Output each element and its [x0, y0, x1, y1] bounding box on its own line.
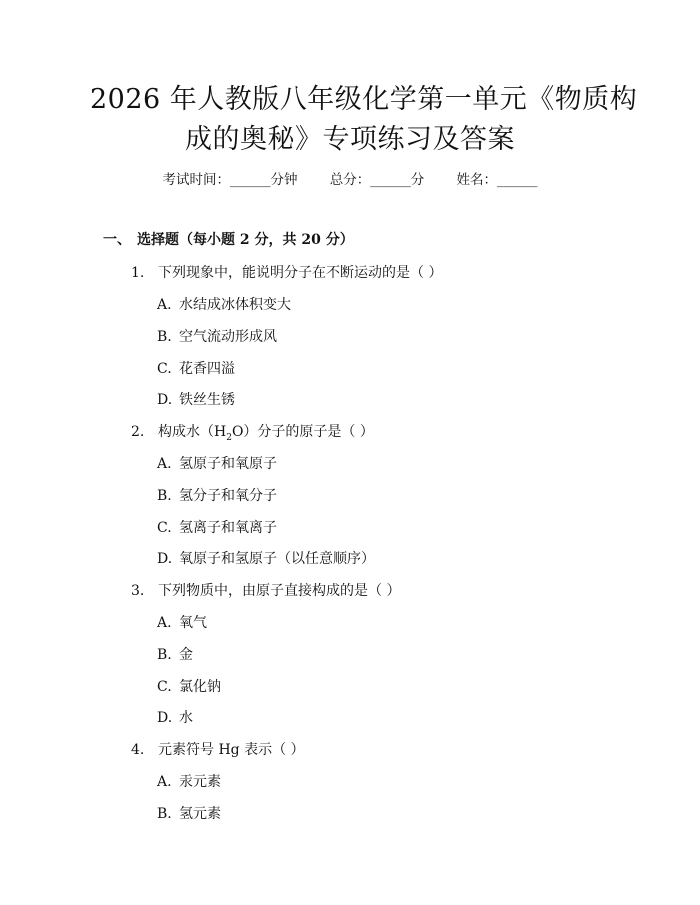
question-1-option-a: A. 水结成冰体积变大 [157, 297, 291, 313]
question-1: 1. 下列现象中，能说明分子在不断运动的是（ ） [131, 265, 443, 281]
title-line-2: 成的奥秘》专项练习及答案 [185, 124, 515, 155]
document-title [90, 80, 638, 160]
question-2-option-d: D. 氧原子和氢原子（以任意顺序） [157, 551, 375, 567]
question-3-option-b: B. 金 [157, 647, 193, 663]
question-3: 3. 下列物质中，由原子直接构成的是（ ） [131, 583, 401, 599]
title-line-1: 2026 年人教版八年级化学第一单元《物质构 [90, 84, 638, 115]
section-title: 选择题（每小题 2 分，共 20 分） [137, 232, 354, 248]
question-4-option-a: A. 汞元素 [157, 774, 221, 790]
section-number: 一、 [103, 232, 131, 248]
question-1-option-b: B. 空气流动形成风 [157, 329, 277, 345]
question-4: 4. 元素符号 Hg 表示（ ） [131, 742, 305, 758]
name-field: 姓名：______ [456, 172, 538, 188]
question-3-option-d: D. 水 [157, 710, 193, 726]
subscript-2: 2 [226, 432, 232, 443]
question-2-option-b: B. 氢分子和氧分子 [157, 488, 277, 504]
question-3-option-c: C. 氯化钠 [157, 679, 221, 695]
question-1-option-c: C. 花香四溢 [157, 361, 235, 377]
exam-time-field: 考试时间：______分钟 [162, 172, 298, 188]
question-2: 2. 构成水$(H_2O)$分子的原子是（ ） [131, 424, 374, 443]
question-1-option-d: D. 铁丝生锈 [157, 392, 235, 408]
question-2-option-c: C. 氢离子和氧离子 [157, 520, 277, 536]
question-2-option-a: A. 氢原子和氧原子 [157, 456, 277, 472]
question-4-option-b: B. 氢元素 [157, 806, 221, 822]
exam-meta [0, 168, 700, 188]
section-heading [103, 229, 354, 249]
total-score-field: 总分：______分 [329, 172, 425, 188]
question-3-option-a: A. 氧气 [157, 615, 207, 631]
